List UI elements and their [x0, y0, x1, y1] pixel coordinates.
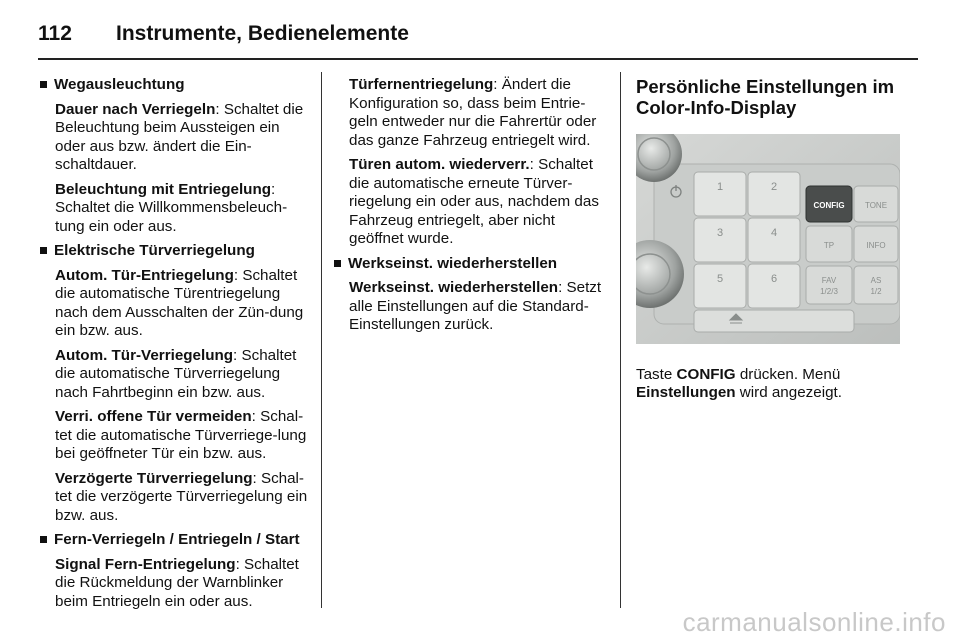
page-number: 112: [38, 22, 72, 45]
bullet-square-icon: [334, 260, 341, 267]
fav-button: [806, 266, 852, 304]
setting-description: : Schaltet die automatische Türverriegelung nach Fahrtbeginn ein bzw. aus.: [55, 346, 297, 401]
as-button: [854, 266, 898, 304]
setting-entry: [349, 156, 610, 249]
column-2: [334, 76, 610, 341]
setting-entry: [349, 279, 610, 335]
preset-button-2: [748, 172, 800, 216]
setting-description: : Ändert die Konfiguration so, dass beim Entrie-geln entweder nur die Fahrertür oder das ganze Fahrzeug entriegelt wird.: [349, 76, 597, 149]
setting-entry: [349, 76, 610, 150]
setting-description: : Schal-tet die verzögerte Türverriegelung ein bzw. aus.: [55, 469, 308, 524]
section-title: Persönliche Einstellungen im Color-Info-Display: [636, 76, 895, 118]
setting-term: Werkseinst. wiederherstellen: [349, 279, 559, 296]
watermark: carmanualsonline.info: [682, 607, 946, 637]
info-label: INFO: [866, 241, 886, 250]
column-divider-2: [620, 72, 621, 608]
caption-text: Taste: [636, 365, 677, 383]
preset-label: 5: [716, 273, 724, 285]
caption-keyword: CONFIG: [676, 365, 736, 383]
setting-description: : Setzt alle Einstellungen auf die Standard-Einstellungen zurück.: [349, 279, 602, 333]
fav-sub-label: 1/2/3: [820, 287, 838, 296]
setting-term: Autom. Tür-Entriegelung: [55, 266, 234, 284]
caption-text: wird angezeigt.: [735, 384, 842, 401]
setting-entry: [55, 470, 312, 526]
setting-term: Türfernentriegelung: [349, 76, 494, 93]
column-divider-1: [321, 72, 322, 608]
setting-term: Verri. offene Tür vermeiden: [55, 408, 252, 425]
setting-description: : Schal-tet die automatische Türverriege-lung bei geöffneter Tür ein bzw. aus.: [55, 408, 307, 462]
preset-button-1: [694, 172, 746, 216]
bullet-title: Elektrische Türverriegelung: [54, 242, 255, 259]
setting-term: Verzögerte Türverriegelung: [55, 469, 253, 487]
preset-button-5: [694, 264, 746, 308]
setting-description: : Schaltet die Rückmeldung der Warnblinker beim Entriegeln ein oder aus.: [55, 555, 299, 610]
column-1: [40, 76, 312, 617]
tp-label: TP: [823, 241, 835, 250]
bullet-title: Fern-Verriegeln / Entriegeln / Start: [54, 531, 300, 548]
bullet-werkseinstellungen: [334, 255, 610, 274]
setting-entry: [55, 181, 312, 237]
setting-description: : Schaltet die automatische erneute Türver-riegelung ein oder aus, nachdem das Fahrzeug entriegelt, aber nicht geöffnet wurde.: [349, 156, 599, 247]
setting-description: : Schaltet die Willkommensbeleuch-tung ein oder aus.: [55, 180, 288, 235]
setting-entry: [55, 408, 312, 464]
preset-label: 2: [770, 181, 778, 193]
setting-description: : Schaltet die automatische Türentriegelung nach dem Ausschalten der Zün-dung ein bzw. aus.: [55, 266, 304, 339]
config-label: CONFIG: [813, 201, 845, 210]
bullet-wegausleuchtung: [40, 76, 312, 95]
header-divider: [38, 58, 918, 60]
preset-label: 4: [770, 227, 778, 239]
bullet-title: Wegausleuchtung: [54, 76, 185, 93]
bullet-tuerverriegelung: [40, 242, 312, 261]
setting-entry: [55, 556, 312, 612]
setting-entry: [55, 101, 312, 175]
setting-term: Dauer nach Verriegeln: [55, 100, 216, 118]
as-label: AS: [870, 276, 882, 285]
preset-label: 6: [770, 273, 778, 285]
caption-text: drücken. Menü: [735, 365, 841, 383]
fav-label: FAV: [821, 276, 837, 285]
as-sub-label: 1/2: [870, 287, 882, 296]
control-panel-photo: [636, 134, 900, 344]
caption-keyword: Einstellungen: [636, 384, 736, 401]
tone-label: TONE: [864, 201, 888, 210]
preset-label: 1: [716, 181, 724, 193]
photo-caption: [636, 366, 906, 403]
bullet-title: Werkseinst. wiederherstellen: [348, 254, 558, 272]
preset-label: 3: [716, 227, 724, 239]
setting-entry: [55, 267, 312, 341]
setting-term: Türen autom. wiederverr.: [349, 156, 530, 173]
bullet-fern-verriegeln: [40, 531, 312, 550]
bullet-square-icon: [40, 247, 47, 254]
preset-button-4: [748, 218, 800, 262]
bullet-square-icon: [40, 536, 47, 543]
setting-term: Autom. Tür-Verriegelung: [55, 346, 234, 364]
eject-button: [694, 310, 854, 332]
bullet-square-icon: [40, 81, 47, 88]
page-header: [38, 12, 918, 56]
setting-entry: [55, 347, 312, 403]
preset-button-3: [694, 218, 746, 262]
column-3: [636, 76, 906, 403]
setting-description: : Schaltet die Beleuchtung beim Aussteigen ein oder aus bzw. ändert die Ein-schaltdauer.: [55, 100, 304, 173]
setting-term: Signal Fern-Entriegelung: [55, 555, 236, 573]
preset-button-6: [748, 264, 800, 308]
setting-term: Beleuchtung mit Entriegelung: [55, 180, 272, 198]
chapter-title: Instrumente, Bedienelemente: [116, 22, 409, 45]
